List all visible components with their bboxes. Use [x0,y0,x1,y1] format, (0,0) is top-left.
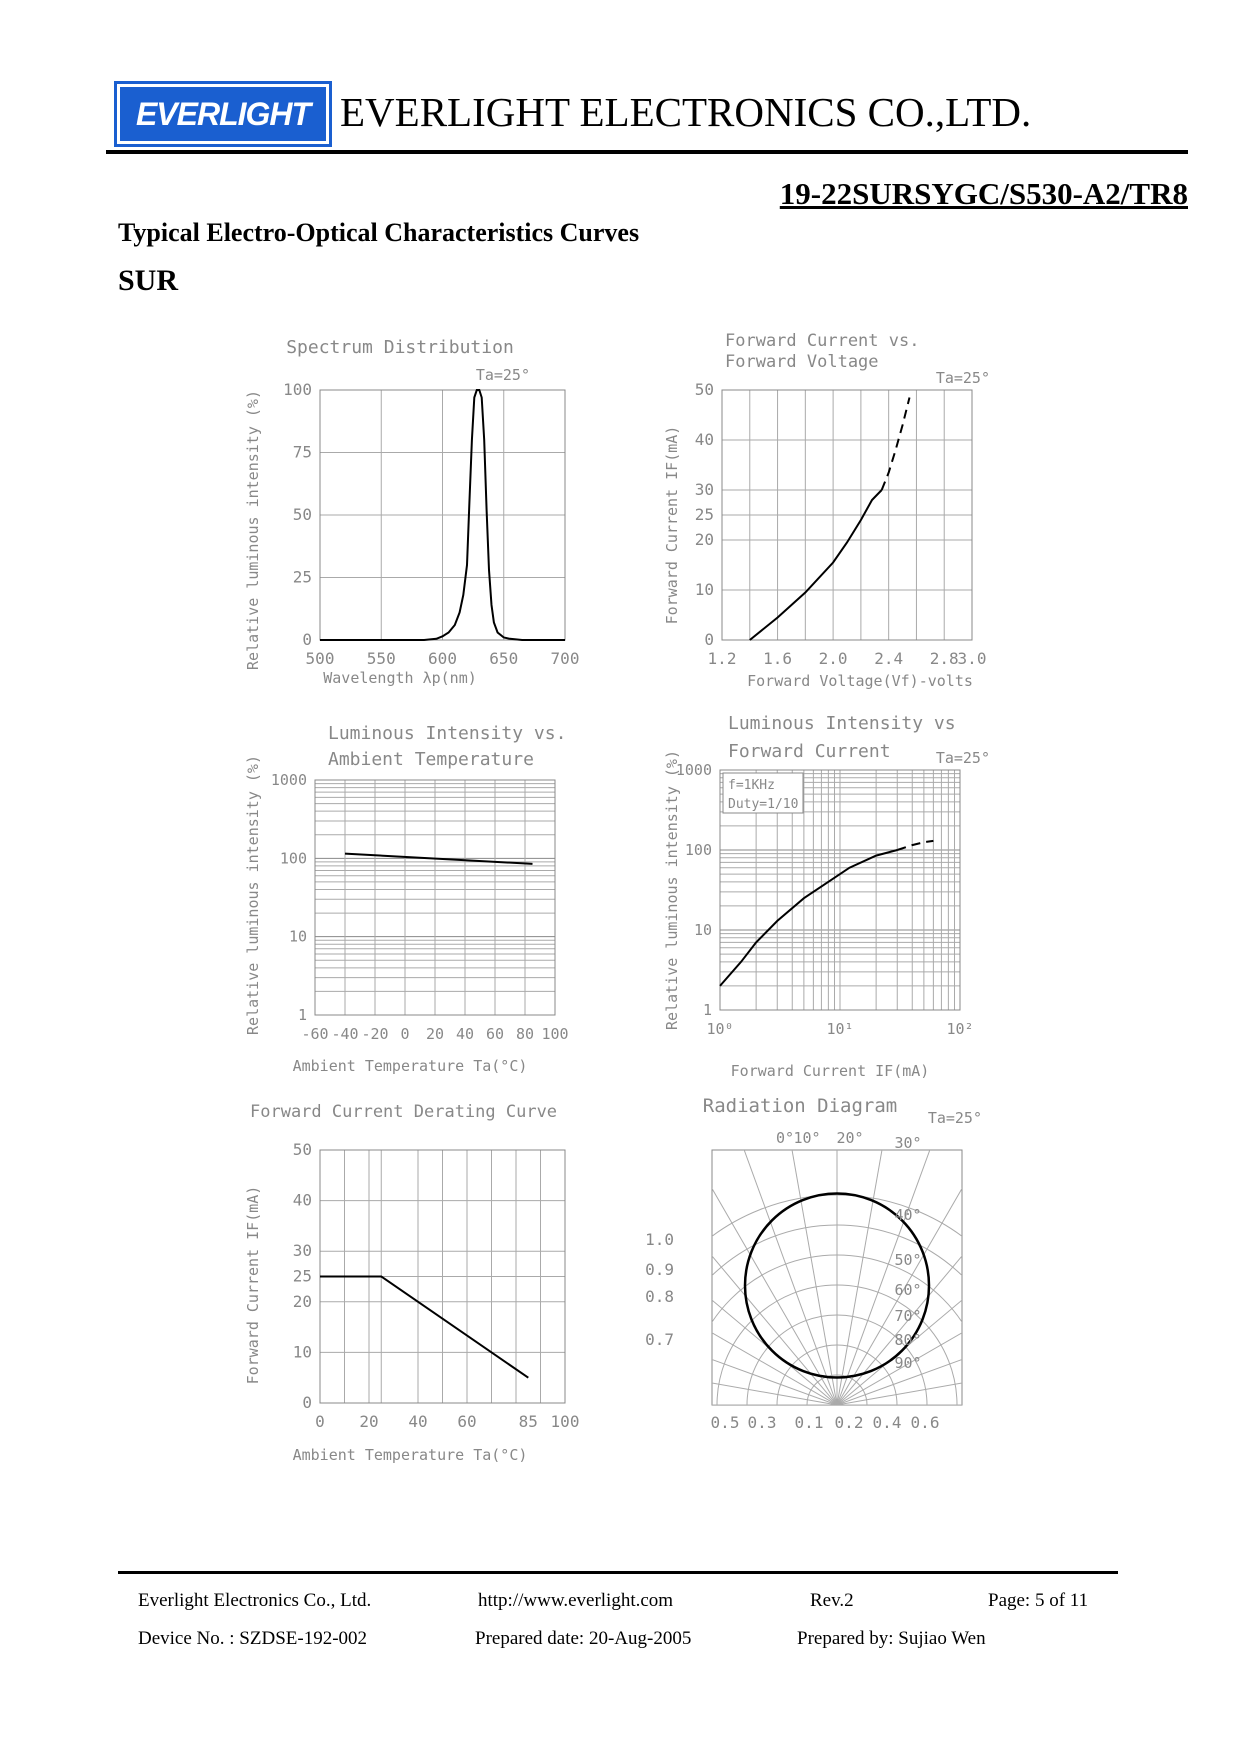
y-tick-label: 100 [279,849,307,868]
x-tick-label: 40 [408,1412,428,1431]
chart-title: Spectrum Distribution [286,337,514,358]
footer-url[interactable]: http://www.everlight.com [478,1590,674,1611]
footer-rule [118,1571,1118,1574]
bottom-scale-label: 0.4 [872,1413,902,1432]
x-tick-label: 3.0 [957,649,987,668]
bottom-scale-label: 0.1 [794,1413,824,1432]
series-line-extrapolated [897,841,933,850]
x-tick-label: 80 [515,1025,535,1043]
bottom-scale-label: 0.6 [910,1413,940,1432]
y-tick-label: 1000 [270,771,307,789]
bottom-scale-label: 0.5 [710,1413,740,1432]
x-axis-label: Ambient Temperature Ta(°C) [292,1446,528,1464]
note-line-2: Duty=1/10 [728,797,799,812]
polar-radial-line [837,1099,1094,1405]
angle-label: 0° [775,1129,795,1147]
series-line-derating [320,1277,528,1378]
y-tick-label: 50 [292,1140,312,1159]
footer-prepared-by: Prepared by: Sujiao Wen [797,1628,986,1649]
x-tick-label: -40 [331,1025,359,1043]
y-tick-label: 0 [704,630,714,649]
x-tick-label: 10² [946,1020,974,1038]
angle-label: 90° [894,1354,922,1372]
intensity-vs-temperature-chart [240,715,600,1085]
y-tick-label: 0 [302,1393,312,1412]
logo-text: EVERLIGHT [135,95,311,132]
footer-page: Page: 5 of 11 [988,1590,1089,1611]
y-tick-label: 1 [702,1001,712,1019]
radial-label: 0.8 [645,1287,674,1306]
x-tick-label: 500 [305,649,335,668]
y-tick-label: 50 [694,380,714,399]
x-tick-label: 650 [489,649,519,668]
bottom-scale-label: 0.3 [747,1413,777,1432]
chart-title: Forward Current Derating Curve [250,1102,558,1122]
y-tick-label: 20 [694,530,714,549]
x-tick-label: 700 [550,649,580,668]
x-tick-label: 0 [400,1025,410,1043]
angle-label: 80° [894,1331,922,1349]
x-tick-label: 550 [366,649,396,668]
y-axis-label: Forward Current IF(mA) [244,1185,262,1385]
chart-condition: Ta=25° [927,1109,982,1127]
x-tick-label: -60 [301,1025,329,1043]
x-tick-label: -20 [361,1025,389,1043]
y-tick-label: 10 [288,927,307,946]
footer-device-no: Device No. : SZDSE-192-002 [138,1628,368,1649]
x-tick-label: 0 [315,1412,325,1431]
chart-title-line-2: Ambient Temperature [328,749,534,770]
note-line-1: f=1KHz [728,778,775,793]
y-tick-label: 10 [694,580,714,599]
chart-title-line-1: Forward Current vs. [725,331,920,351]
y-tick-label: 30 [694,480,714,499]
y-tick-label: 1000 [675,761,712,779]
angle-label: 70° [894,1307,922,1325]
y-tick-label: 50 [292,505,312,524]
chart-condition: Ta=25° [935,749,990,767]
header-rule [106,150,1188,154]
series-line-measured [750,490,882,640]
company-logo [117,84,329,144]
chart-title-line-1: Luminous Intensity vs. [328,723,567,744]
y-tick-label: 30 [292,1241,312,1261]
y-axis-label: Relative luminous intensity (%) [244,390,262,670]
bottom-scale-label: 0.2 [834,1413,864,1432]
footer-prepared-date: Prepared date: 20-Aug-2005 [475,1628,692,1649]
y-tick-label: 75 [292,442,312,462]
chart-title-line-1: Luminous Intensity vs [728,713,956,734]
x-tick-label: 2.8 [929,649,959,668]
derating-chart [240,1100,620,1470]
y-tick-label: 100 [684,841,712,859]
x-tick-label: 20 [359,1412,379,1431]
x-tick-label: 20 [425,1025,445,1043]
radial-label: 0.9 [645,1260,674,1279]
polar-radial-line [837,1268,1213,1405]
intensity-vs-current-chart [660,705,1020,1085]
x-tick-label: 10¹ [826,1020,854,1038]
chart-title-line-2: Forward Voltage [725,352,879,372]
y-tick-label: 10 [292,1342,312,1362]
x-axis-label: Forward Voltage(Vf)-volts [747,672,973,690]
chart-condition: Ta=25° [935,369,990,387]
chart-title-line-2: Forward Current [728,741,891,762]
y-tick-label: 100 [283,380,312,399]
x-tick-label: 1.6 [763,649,793,668]
chart-title: Radiation Diagram [702,1095,898,1117]
y-tick-label: 25 [292,1266,312,1286]
y-tick-label: 1 [297,1006,307,1024]
x-tick-label: 40 [455,1025,475,1043]
footer-revision: Rev.2 [810,1590,854,1611]
angle-label: 20° [836,1129,864,1147]
subsection-title: SUR [118,264,179,297]
footer-company: Everlight Electronics Co., Ltd. [138,1590,372,1611]
series-line-measured [720,850,897,986]
x-tick-label: 10⁰ [706,1020,734,1038]
spectrum-chart [240,330,600,700]
radial-label: 0.7 [645,1330,674,1349]
x-tick-label: 2.0 [818,649,848,668]
series-line-extrapolated [882,398,910,491]
angle-label: 60° [894,1281,922,1299]
y-axis-label: Relative luminous intensity (%) [244,755,262,1035]
x-tick-label: 85 [518,1412,538,1431]
x-tick-label: 1.2 [707,649,737,668]
x-tick-label: 60 [457,1412,477,1431]
x-tick-label: 600 [428,649,457,668]
angle-label: 40° [894,1206,922,1224]
forward-current-vs-voltage-chart [660,330,1020,700]
x-tick-label: 60 [485,1025,505,1043]
section-title: Typical Electro-Optical Characteristics Curves [118,218,640,247]
y-tick-label: 25 [694,505,714,524]
x-tick-label: 2.4 [874,649,904,668]
chart-condition: Ta=25° [475,366,530,384]
x-axis-label: Wavelength λp(nm) [323,669,477,687]
y-axis-label: Relative luminous intensity (%) [663,750,681,1030]
x-axis-label: Ambient Temperature Ta(°C) [292,1057,528,1075]
y-tick-label: 20 [292,1291,312,1311]
x-tick-label: 100 [541,1025,569,1043]
angle-label: 10° [793,1129,821,1147]
y-tick-label: 10 [693,921,712,939]
radiation-diagram [645,1085,1060,1455]
y-axis-label: Forward Current IF(mA) [663,425,681,625]
y-tick-label: 0 [302,630,312,649]
x-tick-label: 100 [550,1412,580,1431]
radial-label: 1.0 [645,1230,674,1249]
angle-label: 30° [894,1134,922,1152]
x-axis-label: Forward Current IF(mA) [730,1062,930,1080]
y-tick-label: 40 [292,1190,312,1210]
company-name: EVERLIGHT ELECTRONICS CO.,LTD. [340,89,1032,135]
angle-label: 50° [894,1251,922,1269]
part-number: 19-22SURSYGC/S530-A2/TR8 [779,176,1188,211]
y-tick-label: 40 [694,430,714,449]
polar-radial-line [837,1205,1183,1405]
y-tick-label: 25 [292,567,312,587]
